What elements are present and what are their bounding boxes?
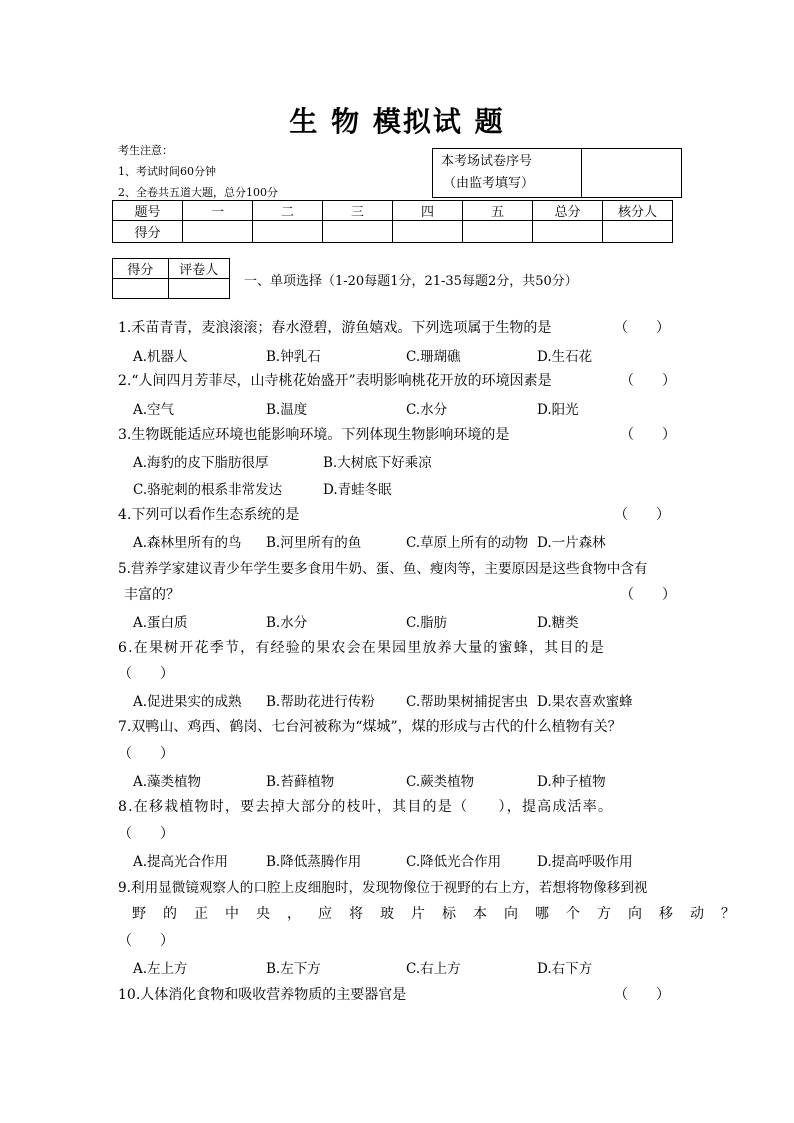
option: B.帮助花进行传粉 xyxy=(266,694,375,710)
score-header: 四 xyxy=(393,201,463,221)
option: A.机器人 xyxy=(133,349,188,365)
grader-name-label: 评卷人 xyxy=(168,259,229,279)
notice-item: 1、考试时间60分钟 xyxy=(118,165,216,178)
score-header: 题号 xyxy=(113,201,183,221)
option: C.帮助果树捕捉害虫 xyxy=(406,694,529,710)
option: C.降低光合作用 xyxy=(406,854,502,870)
option: D.青蛙冬眠 xyxy=(323,482,392,498)
option: D.右下方 xyxy=(537,961,593,977)
option: B.河里所有的鱼 xyxy=(266,535,362,551)
option: A.森林里所有的鸟 xyxy=(133,535,242,551)
score-cell[interactable] xyxy=(533,221,603,243)
score-header: 总分 xyxy=(533,201,603,221)
option: D.生石花 xyxy=(537,349,593,365)
option: C.草原上所有的动物 xyxy=(406,535,529,551)
score-cell[interactable] xyxy=(463,221,533,243)
answer-paren[interactable]: （ ） xyxy=(620,587,676,603)
grader-score-cell[interactable] xyxy=(113,279,169,299)
score-cell[interactable] xyxy=(183,221,253,243)
option: A.左上方 xyxy=(133,961,188,977)
question-stem: 2.“人间四月芳菲尽，山寺桃花始盛开”表明影响桃花开放的环境因素是 xyxy=(118,373,552,389)
option: B.大树底下好乘凉 xyxy=(323,455,432,471)
question-stem: 6.在果树开花季节，有经验的果农会在果园里放养大量的蜜蜂，其目的是 xyxy=(118,640,605,656)
option: B.温度 xyxy=(266,402,308,418)
option: B.钟乳石 xyxy=(266,349,321,365)
score-cell[interactable] xyxy=(393,221,463,243)
question-stem: 9.利用显微镜观察人的口腔上皮细胞时，发现物像位于视野的右上方，若想将物像移到视 xyxy=(118,880,648,896)
answer-paren[interactable]: （ ） xyxy=(620,427,676,443)
option: B.降低蒸腾作用 xyxy=(266,854,362,870)
option: C.蕨类植物 xyxy=(406,774,475,790)
score-cell[interactable] xyxy=(603,221,673,243)
score-header: 五 xyxy=(463,201,533,221)
option: D.种子植物 xyxy=(537,774,606,790)
answer-paren[interactable]: （ ） xyxy=(118,746,174,762)
seat-number-box xyxy=(432,148,682,198)
option: B.苔藓植物 xyxy=(266,774,335,790)
answer-paren[interactable]: （ ） xyxy=(614,987,670,1003)
seat-number-field[interactable] xyxy=(582,149,682,198)
seat-box-note: （由监考填写） xyxy=(443,176,535,191)
score-header: 一 xyxy=(183,201,253,221)
score-cell[interactable] xyxy=(253,221,323,243)
question-stem: 3.生物既能适应环境也能影响环境。下列体现生物影响环境的是 xyxy=(118,427,510,443)
seat-box-label: 本考场试卷序号 xyxy=(441,154,533,169)
answer-paren[interactable]: （ ） xyxy=(118,666,174,682)
question-stem: 4.下列可以看作生态系统的是 xyxy=(118,507,300,523)
option: C.珊瑚礁 xyxy=(406,349,461,365)
grader-box xyxy=(112,258,230,299)
score-table xyxy=(112,200,673,243)
grader-score-label: 得分 xyxy=(113,259,169,279)
option: C.水分 xyxy=(406,402,448,418)
option: A.蛋白质 xyxy=(133,615,188,631)
option: C.脂肪 xyxy=(406,615,448,631)
page-title: 生 物 模拟试 题 xyxy=(289,105,505,138)
grader-name-cell[interactable] xyxy=(168,279,229,299)
notice-heading: 考生注意： xyxy=(118,144,173,157)
option: A.提高光合作用 xyxy=(133,854,229,870)
answer-paren[interactable]: （ ） xyxy=(118,826,174,842)
question-stem: 5.营养学家建议青少年学生要多食用牛奶、蛋、鱼、瘦肉等，主要原因是这些食物中含有 xyxy=(118,561,648,577)
option: D.糖类 xyxy=(537,615,579,631)
option: D.阳光 xyxy=(537,402,579,418)
question-stem-cont: 丰富的？ xyxy=(124,587,180,603)
option: D.一片森林 xyxy=(537,535,606,551)
option: D.果农喜欢蜜蜂 xyxy=(537,694,633,710)
question-stem: 7.双鸭山、鸡西、鹤岗、七台河被称为“煤城”，煤的形成与古代的什么植物有关？ xyxy=(118,719,622,735)
answer-paren[interactable]: （ ） xyxy=(614,507,670,523)
answer-paren[interactable]: （ ） xyxy=(118,933,174,949)
option: D.提高呼吸作用 xyxy=(537,854,633,870)
option: A.促进果实的成熟 xyxy=(133,694,242,710)
score-header: 二 xyxy=(253,201,323,221)
question-stem: 1.禾苗青青，麦浪滚滚；春水澄碧，游鱼嬉戏。下列选项属于生物的是 xyxy=(118,320,552,336)
score-row-label: 得分 xyxy=(113,221,183,243)
notice-item: 2、全卷共五道大题，总分100分 xyxy=(118,186,278,199)
answer-paren[interactable]: （ ） xyxy=(620,373,676,389)
score-header: 核分人 xyxy=(603,201,673,221)
option: A.藻类植物 xyxy=(133,774,202,790)
option: B.水分 xyxy=(266,615,308,631)
question-stem-cont: 野的正中央，应将玻片标本向哪个方向移动？ xyxy=(132,906,752,922)
option: A.空气 xyxy=(133,402,175,418)
section-heading: 一、单项选择（1-20每题1分，21-35每题2分，共50分） xyxy=(244,274,578,289)
answer-paren[interactable]: （ ） xyxy=(614,320,670,336)
score-header: 三 xyxy=(323,201,393,221)
question-stem: 10.人体消化食物和吸收营养物质的主要器官是 xyxy=(118,987,407,1003)
option: C.骆驼刺的根系非常发达 xyxy=(133,482,283,498)
option: A.海豹的皮下脂肪很厚 xyxy=(133,455,269,471)
option: B.左下方 xyxy=(266,961,321,977)
score-cell[interactable] xyxy=(323,221,393,243)
question-stem: 8.在移栽植物时，要去掉大部分的枝叶，其目的是（ ），提高成活率。 xyxy=(118,799,614,815)
option: C.右上方 xyxy=(406,961,461,977)
